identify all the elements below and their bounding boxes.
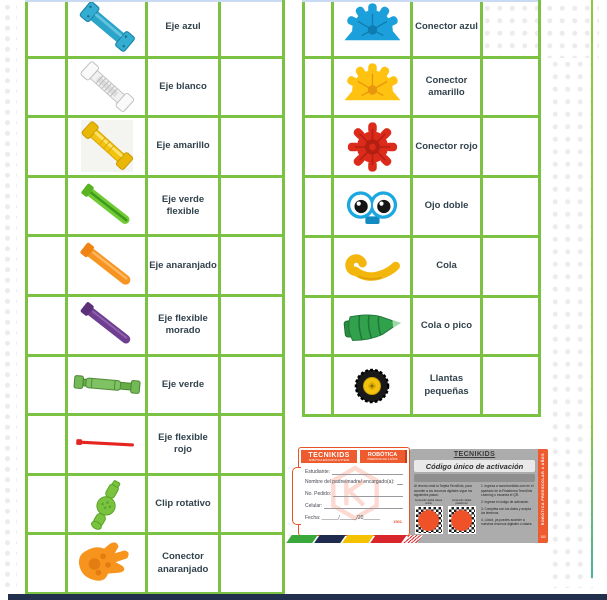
card-left-notch [292, 467, 301, 525]
piece-image-cell [67, 236, 147, 296]
qty-cell [304, 117, 333, 177]
stripe-hatched [403, 535, 423, 543]
program-name: ROBÓTICA [367, 451, 398, 458]
table-row [27, 236, 284, 296]
qr1-caption: Contenido digital clases online [414, 498, 443, 505]
field-estudiante [305, 469, 403, 475]
table-row [27, 117, 284, 177]
qty-cell [27, 176, 67, 236]
purple-flex-axle-icon [70, 299, 144, 351]
empty-cell [482, 236, 540, 296]
piece-label: Conector amarillo [412, 57, 482, 117]
piece-image-cell [67, 176, 147, 236]
step-2: 2. Ingresa el código de activación. [481, 499, 530, 504]
piece-label: Ojo doble [412, 177, 482, 237]
brand-color-stripes [289, 535, 420, 543]
table-row [27, 295, 284, 355]
brand-box [301, 450, 357, 463]
qty-cell [27, 534, 67, 594]
activation-intro-text: Al reverso está la Tarjeta TecniKids, para acceder a los recursos digitales sigue los siguientes pasos: [414, 484, 473, 497]
piece-label: Conector anaranjado [147, 534, 220, 594]
card-header [301, 450, 407, 463]
piece-label: Eje anaranjado [147, 236, 220, 296]
empty-cell [220, 0, 284, 57]
red-gear-connector-icon [336, 121, 408, 173]
piece-label: Conector azul [412, 0, 482, 57]
table-row [304, 0, 540, 57]
double-eye-icon [336, 180, 408, 232]
dot-pattern-right [549, 58, 593, 588]
piece-image-cell [333, 117, 412, 177]
qty-cell [27, 117, 67, 177]
dot-pattern-left [2, 2, 17, 590]
table-row [304, 236, 540, 296]
green-flex-axle-icon [70, 180, 144, 232]
piece-label: Cola [412, 236, 482, 296]
card-fields [305, 469, 403, 521]
piece-image-cell [67, 295, 147, 355]
blue-crown-connector-icon [336, 1, 408, 53]
activation-steps [481, 484, 535, 534]
piece-label: Cola o pico [412, 296, 482, 356]
qty-cell [27, 474, 67, 534]
piece-image-cell [333, 236, 412, 296]
table-row [304, 117, 540, 177]
qr-code-1 [415, 506, 443, 534]
empty-cell [482, 117, 540, 177]
empty-cell [220, 295, 284, 355]
piece-label: Eje flexible morado [147, 295, 220, 355]
table-row [27, 355, 284, 415]
gray-band [414, 474, 535, 482]
card-activation-section [410, 449, 548, 543]
table-row [304, 356, 540, 416]
empty-cell [220, 57, 284, 117]
field-blank-line [332, 469, 403, 475]
green-beak-icon [336, 300, 408, 352]
piece-label: Eje verde [147, 355, 220, 415]
qty-cell [304, 0, 333, 57]
field-label: No. Pedido: [305, 491, 332, 498]
piece-label: Clip rotativo [147, 474, 220, 534]
qty-cell [304, 356, 333, 416]
piece-label: Llantas pequeñas [412, 356, 482, 416]
side-strip-label: ROBÓTICA PREESCOLAR 4 AÑOS [541, 453, 545, 526]
page-bottom-navy-bar [8, 594, 607, 600]
empty-cell [482, 296, 540, 356]
piece-image-cell [333, 296, 412, 356]
qr-code-2 [448, 506, 476, 534]
empty-cell [220, 117, 284, 177]
piece-image-cell [333, 0, 412, 57]
page-right-green-line [591, 0, 593, 578]
table-row [304, 296, 540, 356]
empty-cell [482, 356, 540, 416]
piece-label: Eje flexible rojo [147, 415, 220, 475]
table-row [27, 176, 284, 236]
empty-cell [220, 415, 284, 475]
piece-label: Conector rojo [412, 117, 482, 177]
piece-image-cell [333, 57, 412, 117]
qty-cell [304, 296, 333, 356]
red-flex-axle-icon [70, 418, 144, 470]
empty-cell [220, 176, 284, 236]
field-fecha: Fecha: ______/______/20______ [305, 515, 381, 522]
piece-image-cell [67, 117, 147, 177]
qty-cell [304, 177, 333, 237]
step-3: 3. Completa con tus datos y acepta los términos. [481, 506, 531, 515]
stripe-red [370, 535, 407, 543]
field-blank-line [397, 479, 404, 485]
brand-logo: TECNIKIDS [308, 451, 350, 459]
yellow-axle-icon [70, 120, 144, 172]
table-row [27, 57, 284, 117]
stripe-yellow [342, 535, 374, 543]
empty-cell [482, 0, 540, 57]
activation-body [414, 484, 535, 534]
brand-tagline: ROBÓTICA EDUCATIVA & STEAM [308, 458, 350, 462]
side-strip-number: 150 [540, 535, 546, 539]
piece-label: Eje blanco [147, 57, 220, 117]
field-pedido [305, 491, 403, 497]
white-axle-icon [70, 61, 144, 113]
table-row [27, 415, 284, 475]
empty-cell [220, 236, 284, 296]
field-blank-line [333, 491, 403, 497]
qr-row [414, 499, 478, 534]
orange-axle-icon [70, 240, 144, 292]
piece-image-cell [67, 415, 147, 475]
qr2-caption: Contenido digital plataforma [451, 498, 472, 505]
yellow-crown-connector-icon [336, 61, 408, 113]
qty-cell [27, 415, 67, 475]
field-celular [305, 503, 403, 509]
empty-cell [482, 177, 540, 237]
piece-image-cell [333, 356, 412, 416]
step-4: 4. ¡Listo!, ya puedes acceder a nuestros recursos digitales o clases. [481, 517, 533, 527]
piece-image-cell [67, 355, 147, 415]
card-serial-number: 1501 [393, 519, 402, 524]
empty-cell [220, 355, 284, 415]
qty-cell [27, 57, 67, 117]
field-blank-line [324, 503, 403, 509]
activation-card [298, 447, 548, 543]
table-row [27, 534, 284, 594]
empty-cell [220, 474, 284, 534]
orange-connector-icon [70, 538, 144, 590]
piece-image-cell [333, 177, 412, 237]
qty-cell [27, 295, 67, 355]
piece-image-cell [67, 534, 147, 594]
program-sub: PREESCOLAR 4 AÑOS [367, 456, 398, 461]
empty-cell [220, 534, 284, 594]
field-padre [305, 479, 403, 485]
green-axle-icon [70, 359, 144, 411]
piece-image-cell [67, 0, 147, 57]
qty-cell [27, 355, 67, 415]
stripe-green [286, 535, 318, 543]
piece-image-cell [67, 57, 147, 117]
table-row [27, 474, 284, 534]
piece-label: Eje azul [147, 0, 220, 57]
parts-table-right [302, 0, 538, 417]
table-row [304, 57, 540, 117]
piece-label: Eje verde flexible [147, 176, 220, 236]
piece-image-cell [67, 474, 147, 534]
table-top-cut-line-left [25, 0, 282, 2]
yellow-tail-icon [336, 240, 408, 292]
program-box [360, 450, 407, 463]
qty-cell [27, 0, 67, 57]
rotating-clip-icon [70, 478, 144, 530]
stripe-navy [314, 535, 346, 543]
empty-cell [482, 57, 540, 117]
small-wheels-icon [336, 360, 408, 412]
qty-cell [304, 236, 333, 296]
scratch-sticker-1 [418, 510, 439, 531]
step-1: 1. Ingresa a www.tecnikids.com en el apartado de la Plataforma TecniKids Learning o escanea el QR. [481, 484, 534, 498]
scratch-sticker-2 [451, 510, 472, 531]
table-top-cut-line-right [302, 0, 538, 2]
tecnikids-logo: TECNIKIDS [453, 451, 496, 458]
parts-table-left [25, 0, 282, 595]
field-label: Nombre del padre/madre/ encargado(a): [305, 479, 395, 486]
piece-label: Eje amarillo [147, 117, 220, 177]
blue-axle-icon [70, 1, 144, 53]
field-label: Estudiante: [305, 469, 331, 476]
card-side-strip [538, 449, 548, 543]
qty-cell [304, 57, 333, 117]
table-row [304, 177, 540, 237]
qty-cell [27, 236, 67, 296]
field-label: Celular: [305, 503, 323, 510]
card-student-section [298, 447, 410, 536]
table-row [27, 0, 284, 57]
activation-title: Código único de activación [414, 460, 535, 472]
